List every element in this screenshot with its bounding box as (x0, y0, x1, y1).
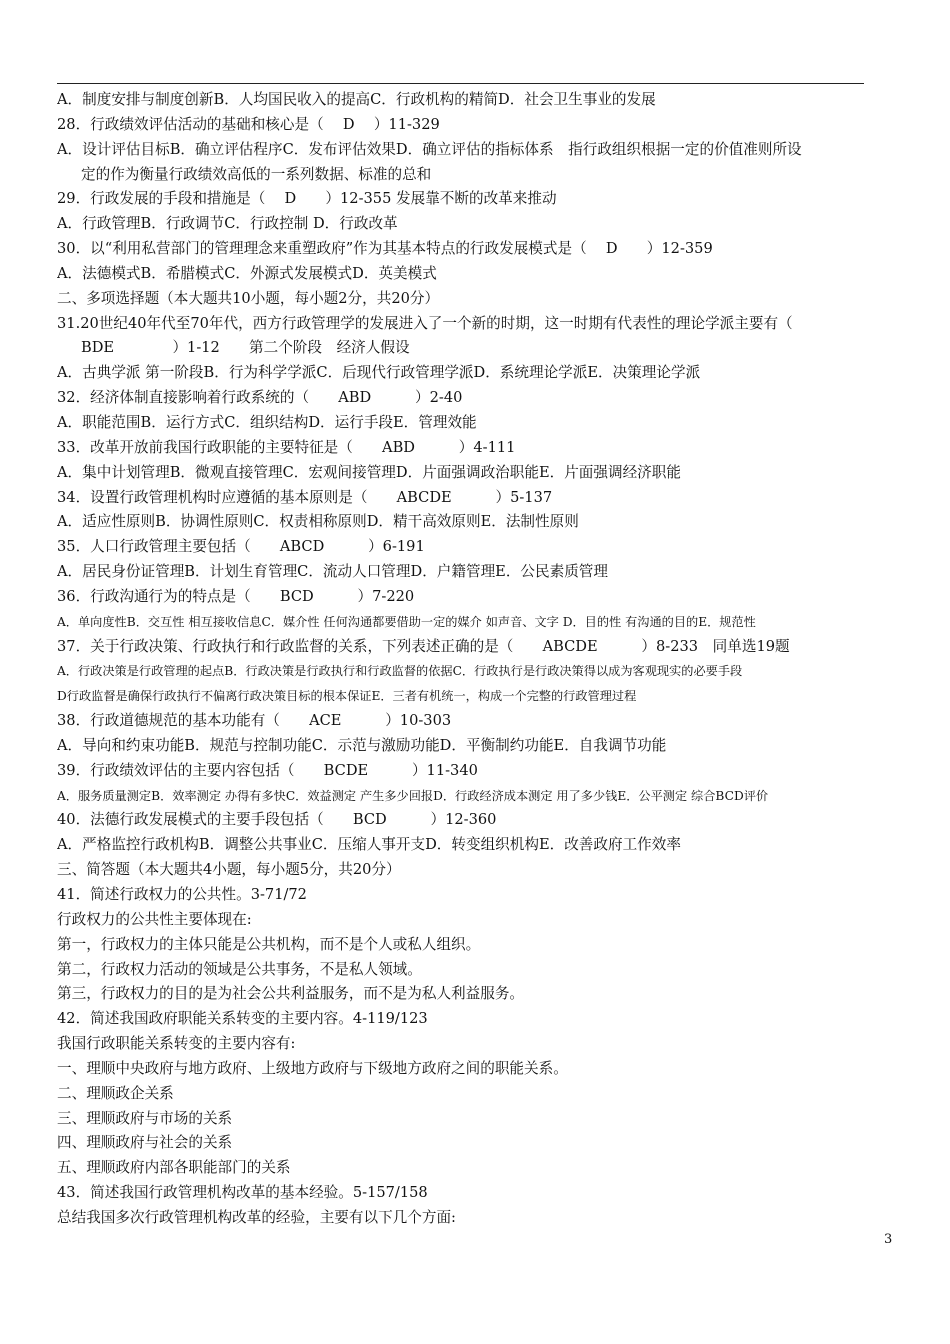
text-line: 35．人口行政管理主要包括（ ABCD ）6-191 (57, 538, 425, 556)
header-rule (57, 83, 864, 84)
text-line: A．服务质量测定B．效率测定 办得有多快C．效益测定 产生多少回报D．行政经济成本测定 用了多少钱E．公平测定 综合BCD评价 (57, 788, 769, 803)
text-line: 43．简述我国行政管理机构改革的基本经验。5-157/158 (57, 1184, 428, 1202)
text-line: A．集中计划管理B．微观直接管理C．宏观间接管理D．片面强调政治职能E．片面强调经济职能 (57, 463, 681, 481)
text-line: A．适应性原则B．协调性原则C．权责相称原则D．精干高效原则E．法制性原则 (57, 513, 579, 531)
text-line: A．行政管理B．行政调节C．行政控制 D．行政改革 (57, 215, 398, 233)
text-line: 二、多项选择题（本大题共10小题，每小题2分，共20分） (57, 289, 440, 307)
text-line: A．行政决策是行政管理的起点B．行政决策是行政执行和行政监督的依据C．行政执行是行政决策得以成为客观现实的必要手段 (57, 664, 743, 679)
text-line: 37．关于行政决策、行政执行和行政监督的关系，下列表述正确的是（ ABCDE ）8-233 同单选19题 (57, 637, 790, 655)
text-line: A．古典学派 第一阶段B．行为科学学派C．后现代行政管理学派D．系统理论学派E．决策理论学派 (57, 364, 701, 382)
text-line: A．居民身份证管理B．计划生育管理C．流动人口管理D．户籍管理E．公民素质管理 (57, 563, 608, 581)
text-line: 二、理顺政企关系 (57, 1084, 174, 1102)
text-line: A．导向和约束功能B．规范与控制功能C．示范与激励功能D．平衡制约功能E．自我调节功能 (57, 736, 667, 754)
text-line: 28．行政绩效评估活动的基础和核心是（ D ）11-329 (57, 115, 440, 133)
text-line: BDE ）1-12 第二个阶段 经济人假设 (81, 339, 410, 357)
text-line: 我国行政职能关系转变的主要内容有: (57, 1035, 296, 1053)
text-line: 第二，行政权力活动的领域是公共事务，不是私人领域。 (57, 960, 422, 978)
text-line: 三、简答题（本大题共4小题，每小题5分，共20分） (57, 861, 401, 879)
text-line: 第三，行政权力的目的是为社会公共利益服务，而不是为私人利益服务。 (57, 985, 525, 1003)
text-line: 四、理顺政府与社会的关系 (57, 1134, 233, 1152)
text-line: 42．简述我国政府职能关系转变的主要内容。4-119/123 (57, 1010, 428, 1028)
text-line: A．法德模式B．希腊模式C．外源式发展模式D．英美模式 (57, 264, 437, 282)
page-number: 3 (884, 1232, 893, 1247)
text-line: 30．以“利用私营部门的管理理念来重塑政府”作为其基本特点的行政发展模式是（ D ）12-359 (57, 240, 713, 258)
text-line: 33．改革开放前我国行政职能的主要特征是（ ABD ）4-111 (57, 438, 516, 456)
text-line: 第一，行政权力的主体只能是公共机构，而不是个人或私人组织。 (57, 935, 481, 953)
text-line: 31.20世纪40年代至70年代，西方行政管理学的发展进入了一个新的时期，这一时期有代表性的理论学派主要有（ (57, 314, 793, 332)
text-line: A．制度安排与制度创新B．人均国民收入的提高C．行政机构的精简D．社会卫生事业的发展 (57, 91, 656, 108)
text-line: 一、理顺中央政府与地方政府、上级地方政府与下级地方政府之间的职能关系。 (57, 1059, 568, 1077)
document-body (57, 88, 907, 1231)
text-line: 34．设置行政管理机构时应遵循的基本原则是（ ABCDE ）5-137 (57, 488, 553, 506)
text-line: D行政监督是确保行政执行不偏离行政决策目标的根本保证E．三者有机统一，构成一个完整的行政管理过程 (57, 689, 637, 704)
text-line: 总结我国多次行政管理机构改革的经验，主要有以下几个方面: (57, 1208, 456, 1226)
text-line: 36．行政沟通行为的特点是（ BCD ）7-220 (57, 587, 415, 605)
text-line: 五、理顺政府内部各职能部门的关系 (57, 1159, 291, 1177)
text-line: 39．行政绩效评估的主要内容包括（ BCDE ）11-340 (57, 761, 478, 779)
text-line: 行政权力的公共性主要体现在: (57, 910, 252, 928)
text-line: 41．简述行政权力的公共性。3-71/72 (57, 886, 307, 903)
text-line: A．严格监控行政机构B．调整公共事业C．压缩人事开支D．转变组织机构E．改善政府工作效率 (57, 836, 681, 854)
text-line: A．单向度性B．交互性 相互接收信息C．媒介性 任何沟通都要借助一定的媒介 如声音、文字 D．目的性 有沟通的目的E．规范性 (57, 614, 756, 629)
text-line: 29．行政发展的手段和措施是（ D ）12-355 发展靠不断的改革来推动 (57, 190, 557, 208)
text-line: 定的作为衡量行政绩效高低的一系列数据、标准的总和 (81, 165, 432, 183)
text-line: 38．行政道德规范的基本功能有（ ACE ）10-303 (57, 712, 452, 730)
text-line: 40．法德行政发展模式的主要手段包括（ BCD ）12-360 (57, 811, 497, 829)
text-line: 三、理顺政府与市场的关系 (57, 1109, 233, 1127)
text-line: A．设计评估目标B．确立评估程序C．发布评估效果D．确立评估的指标体系 指行政组织根据一定的价值准则所设 (57, 140, 802, 158)
text-line: A．职能范围B．运行方式C．组织结构D．运行手段E．管理效能 (57, 413, 477, 431)
text-line: 32．经济体制直接影响着行政系统的（ ABD ）2-40 (57, 389, 463, 407)
